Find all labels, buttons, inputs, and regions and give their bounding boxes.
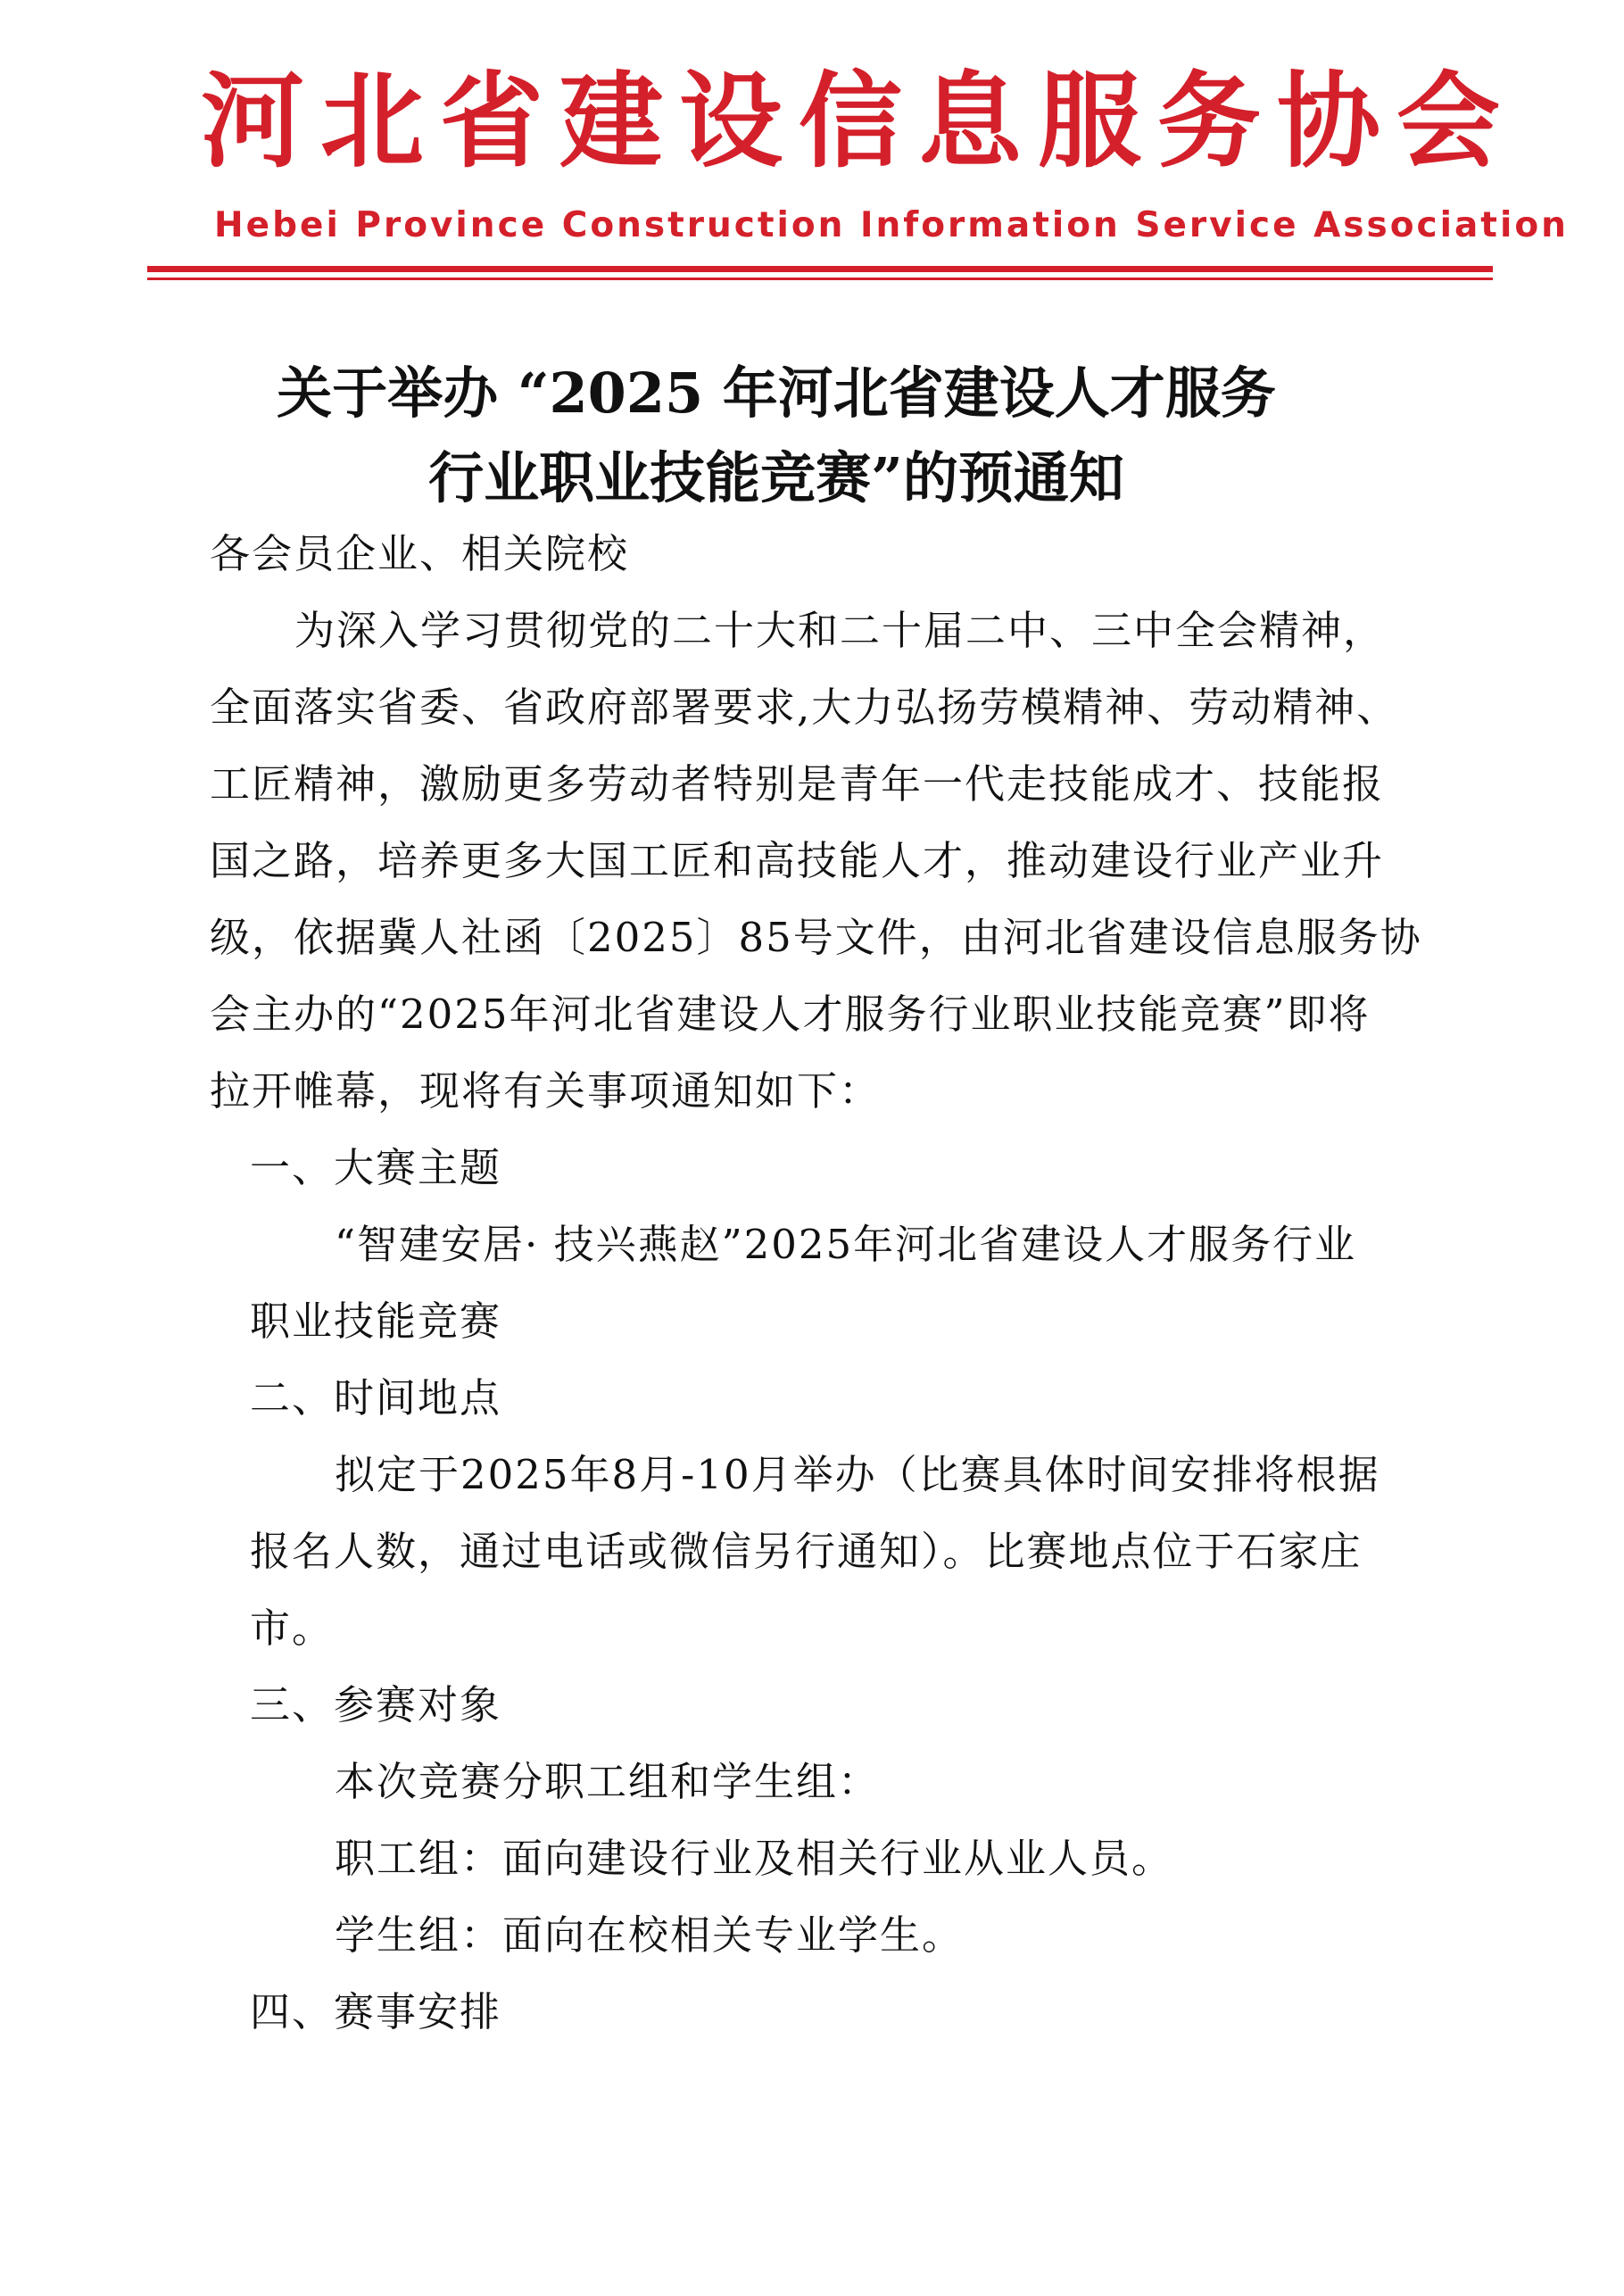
intro-line: 工匠精神，激励更多劳动者特别是青年一代走技能成才、技能报	[210, 760, 1385, 808]
org-name-chinese: 河北省建设信息服务协会	[201, 62, 1516, 182]
intro-line: 会主办的“2025年河北省建设人才服务行业职业技能竞赛”即将	[210, 991, 1371, 1038]
header-divider-thin	[147, 278, 1493, 280]
intro-line: 国之路，培养更多大国工匠和高技能人才，推动建设行业产业升	[210, 837, 1385, 884]
intro-line: 拉开帷幕，现将有关事项通知如下：	[210, 1067, 882, 1115]
section-heading-schedule: 四、赛事安排	[250, 1988, 502, 2035]
header-divider-thick	[147, 266, 1493, 272]
section-heading-theme: 一、大赛主题	[250, 1144, 502, 1191]
org-name-english: Hebei Province Construction Information Service Association	[214, 205, 1569, 245]
section-line: 拟定于2025年8月-10月举办（比赛具体时间安排将根据	[335, 1451, 1380, 1498]
section-line: 职业技能竞赛	[250, 1297, 502, 1345]
salutation: 各会员企业、相关院校	[210, 530, 630, 577]
section-line: 市。	[250, 1604, 335, 1652]
title-line-2: 行业职业技能竞赛”的预通知	[428, 445, 1124, 510]
intro-line: 级，依据冀人社函〔2025〕85号文件，由河北省建设信息服务协	[210, 914, 1422, 961]
section-line: 报名人数，通过电话或微信另行通知）。比赛地点位于石家庄	[250, 1528, 1363, 1575]
section-line: 本次竞赛分职工组和学生组：	[335, 1758, 881, 1805]
document-title	[178, 351, 1374, 520]
section-line: 学生组：面向在校相关专业学生。	[335, 1911, 965, 1959]
section-heading-participants: 三、参赛对象	[250, 1681, 502, 1728]
section-heading-time-place: 二、时间地点	[250, 1374, 502, 1422]
intro-line: 全面落实省委、省政府部署要求,大力弘扬劳模精神、劳动精神、	[210, 684, 1399, 731]
intro-line: 为深入学习贯彻党的二十大和二十届二中、三中全会精神，	[294, 607, 1386, 654]
title-line-1: 关于举办 “2025 年河北省建设人才服务	[277, 361, 1276, 426]
section-line: 职工组：面向建设行业及相关行业从业人员。	[335, 1835, 1174, 1882]
section-line: “智建安居· 技兴燕赵”2025年河北省建设人才服务行业	[335, 1221, 1357, 1268]
